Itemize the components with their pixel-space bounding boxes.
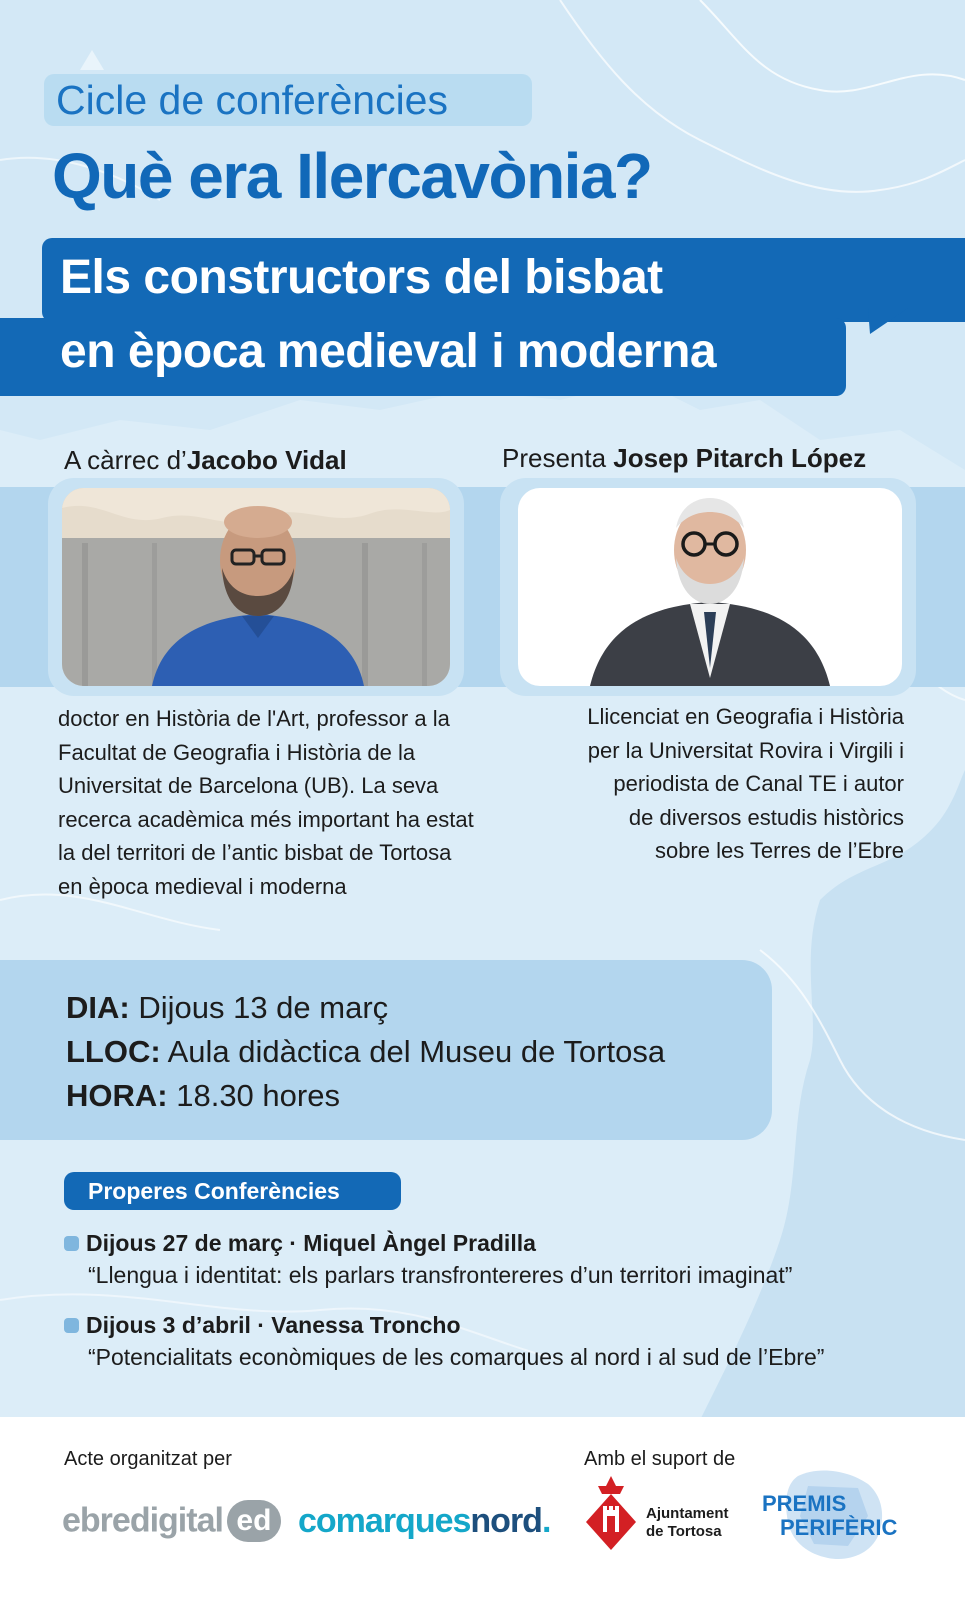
conference-2-title: “Potencialitats econòmiques de les comarques al nord i al sud de l’Ebre” <box>88 1344 825 1370</box>
comarquesnord-logo <box>298 1500 551 1549</box>
speaker-photo <box>62 488 450 686</box>
event-day <box>66 986 388 1030</box>
ebredigital-badge: ed <box>227 1500 281 1542</box>
ebredigital-wordmark: ebredigital <box>62 1501 223 1540</box>
speaker-portrait-image <box>62 488 450 686</box>
presenter-bio-line: de diversos estudis històrics <box>628 804 904 830</box>
presenter-prefix: Presenta <box>502 443 614 473</box>
conference-1-title: “Llengua i identitat: els parlars transfrontereres d’un territori imaginat” <box>88 1262 793 1288</box>
premis-periferic-logo <box>762 1492 897 1540</box>
presenter-bio-line: sobre les Terres de l’Ebre <box>654 838 904 863</box>
speaker-caption <box>64 444 347 476</box>
event-time-value: 18.30 hores <box>167 1078 340 1113</box>
subtitle-line-2: en època medieval i moderna <box>60 325 717 378</box>
premis-line-1: PREMIS <box>762 1491 847 1516</box>
comarques-dot: . <box>541 1502 552 1540</box>
presenter-bio-line: Llicenciat en Geografia i Història <box>587 704 904 729</box>
page-title: Què era Ilercavònia? <box>52 140 652 212</box>
presenter-caption <box>502 442 866 474</box>
ajuntament-line-2: de Tortosa <box>646 1523 722 1540</box>
presenter-bio <box>490 700 904 868</box>
subtitle-line-1: Els constructors del bisbat <box>60 251 663 304</box>
shield-icon <box>586 1476 636 1550</box>
presenter-portrait-image <box>518 488 902 686</box>
event-place-value: Aula didàctica del Museu de Tortosa <box>160 1034 666 1069</box>
event-time-label: HORA: <box>66 1078 168 1113</box>
organized-by-label: Acte organitzat per <box>64 1448 232 1470</box>
bullet-square-icon <box>64 1236 79 1251</box>
presenter-name: Josep Pitarch López <box>613 443 867 473</box>
supported-by-label: Amb el suport de <box>584 1448 736 1470</box>
nord-wordmark: nord <box>470 1502 542 1540</box>
event-day-value: Dijous 13 de març <box>129 990 389 1025</box>
event-place-label: LLOC: <box>66 1034 161 1069</box>
event-time <box>66 1074 340 1118</box>
speaker-bio: doctor en Història de l'Art, professor a la Facultat de Geografia i Història de la Universitat de Barcelona (UB). La seva recerca acadèmica més important ha estat la del territori de l’antic bisbat de Tortosa en època medieval i moderna <box>58 706 474 899</box>
presenter-photo <box>518 488 902 686</box>
ajuntament-line-1: Ajuntament <box>646 1505 729 1522</box>
series-label: Cicle de conferències <box>56 77 448 123</box>
event-day-label: DIA: <box>66 990 130 1025</box>
presenter-bio-line: periodista de Canal TE i autor <box>613 771 904 796</box>
banner-tail <box>868 308 908 336</box>
conference-2-head: Dijous 3 d’abril · Vanessa Troncho <box>86 1312 461 1338</box>
comarques-wordmark: comarques <box>298 1502 471 1540</box>
speaker-prefix: A càrrec d’ <box>64 445 187 475</box>
presenter-bio-line: per la Universitat Rovira i Virgili i <box>587 737 904 763</box>
event-place <box>66 1030 665 1074</box>
upcoming-label: Properes Conferències <box>88 1178 340 1204</box>
premis-line-2: PERIFÈRIC <box>780 1515 898 1540</box>
conference-1-head: Dijous 27 de març · Miquel Àngel Pradilla <box>86 1230 536 1256</box>
bullet-square-icon <box>64 1318 79 1333</box>
speaker-name: Jacobo Vidal <box>186 445 347 475</box>
ajuntament-logo-text <box>646 1505 729 1541</box>
ebredigital-logo <box>62 1500 281 1550</box>
